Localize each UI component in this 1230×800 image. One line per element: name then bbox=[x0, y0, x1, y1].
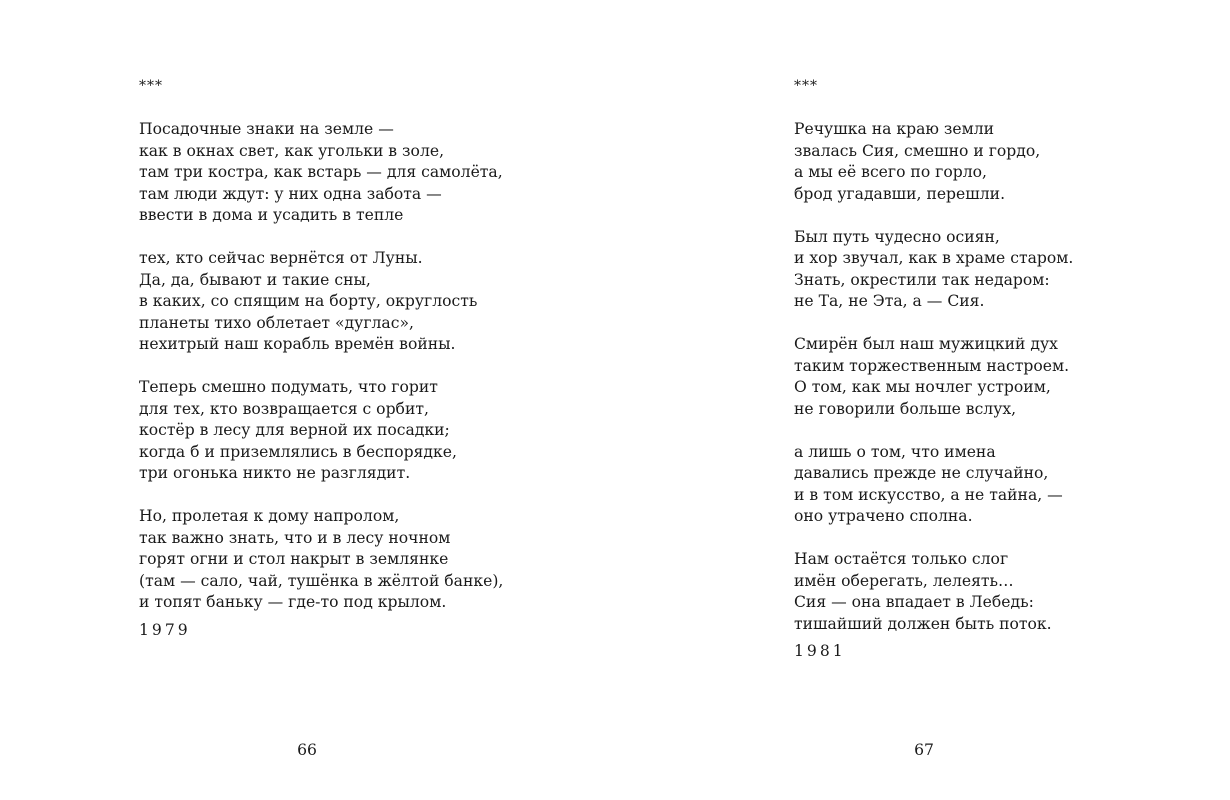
page-number: 67 bbox=[914, 741, 934, 759]
stanza bbox=[139, 248, 503, 356]
poem-line: а мы её всего по горло, bbox=[794, 163, 987, 181]
stanza bbox=[794, 334, 1073, 420]
poem-line: для тех, кто возвращается с орбит, bbox=[139, 399, 429, 418]
poem-line: планеты тихо облетает «дуглас», bbox=[139, 313, 414, 332]
poem-year: 1979 bbox=[139, 620, 191, 639]
poem-line: Теперь смешно подумать, что горит bbox=[139, 378, 438, 396]
poem-line: звалась Сия, смешно и гордо, bbox=[794, 141, 1041, 160]
poem-line: три огонька никто не разглядит. bbox=[139, 464, 411, 482]
poem-line: брод угадавши, перешли. bbox=[794, 184, 1006, 203]
poem-left bbox=[139, 76, 503, 641]
poem-right bbox=[794, 76, 1073, 663]
page-number: 66 bbox=[297, 741, 317, 759]
poem-line: (там — сало, чай, тушёнка в жёлтой банке), bbox=[139, 571, 504, 590]
poem-line: таким торжественным настроем. bbox=[794, 356, 1070, 375]
poem-line: и хор звучал, как в храме старом. bbox=[794, 249, 1074, 267]
stanza bbox=[139, 506, 503, 614]
poem-line: О том, как мы ночлег устроим, bbox=[794, 378, 1051, 396]
poem-line: Да, да, бывают и такие сны, bbox=[139, 270, 371, 289]
poem-line: Нам остаётся только слог bbox=[794, 550, 1009, 568]
poem-line: давались прежде не случайно, bbox=[794, 464, 1049, 482]
stanza bbox=[794, 119, 1073, 205]
stanza bbox=[794, 549, 1073, 635]
poem-year: 1981 bbox=[794, 642, 846, 660]
poem-line: и в том искусство, а не тайна, — bbox=[794, 485, 1063, 504]
poem-line: там три костра, как встарь — для самолёта, bbox=[139, 163, 503, 181]
poem-line: когда б и приземлялись в беспорядке, bbox=[139, 442, 457, 461]
poem-line: в каких, со спящим на борту, округлость bbox=[139, 292, 478, 310]
right-page bbox=[615, 0, 1230, 800]
poem-line: а лишь о том, что имена bbox=[794, 442, 996, 461]
poem-line: тишайший должен быть поток. bbox=[794, 614, 1052, 633]
poem-line: так важно знать, что и в лесу ночном bbox=[139, 528, 451, 547]
poem-line: Был путь чудесно осиян, bbox=[794, 227, 1000, 246]
poem-line: имён оберегать, лелеять… bbox=[794, 571, 1014, 590]
stanza bbox=[139, 377, 503, 485]
poem-line: нехитрый наш корабль времён войны. bbox=[139, 335, 456, 353]
poem-line: тех, кто сейчас вернётся от Луны. bbox=[139, 249, 423, 267]
poem-line: Знать, окрестили так недаром: bbox=[794, 270, 1050, 289]
poem-line: как в окнах свет, как угольки в золе, bbox=[139, 141, 445, 160]
poem-line: Посадочные знаки на земле — bbox=[139, 120, 394, 138]
poem-separator: *** bbox=[794, 78, 818, 94]
poem-line: Речушка на краю земли bbox=[794, 120, 995, 138]
poem-line: горят огни и стол накрыт в землянке bbox=[139, 550, 449, 568]
poem-line: не Та, не Эта, а — Сия. bbox=[794, 292, 985, 310]
stanza bbox=[139, 119, 503, 227]
poem-line: оно утрачено сполна. bbox=[794, 507, 973, 525]
stanzas bbox=[139, 119, 503, 614]
poem-line: Смирён был наш мужицкий дух bbox=[794, 335, 1058, 353]
poem-line: костёр в лесу для верной их посадки; bbox=[139, 421, 450, 439]
poem-line: Но, пролетая к дому напролом, bbox=[139, 507, 400, 525]
poem-line: и топят баньку — где-то под крылом. bbox=[139, 593, 447, 611]
poem-line: там люди ждут: у них одна забота — bbox=[139, 184, 442, 203]
poem-separator: *** bbox=[139, 78, 163, 94]
stanzas bbox=[794, 119, 1073, 635]
poem-line: не говорили больше вслух, bbox=[794, 399, 1017, 418]
stanza bbox=[794, 442, 1073, 528]
poem-line: ввести в дома и усадить в тепле bbox=[139, 206, 404, 224]
poem-line: Сия — она впадает в Лебедь: bbox=[794, 593, 1034, 611]
stanza bbox=[794, 227, 1073, 313]
